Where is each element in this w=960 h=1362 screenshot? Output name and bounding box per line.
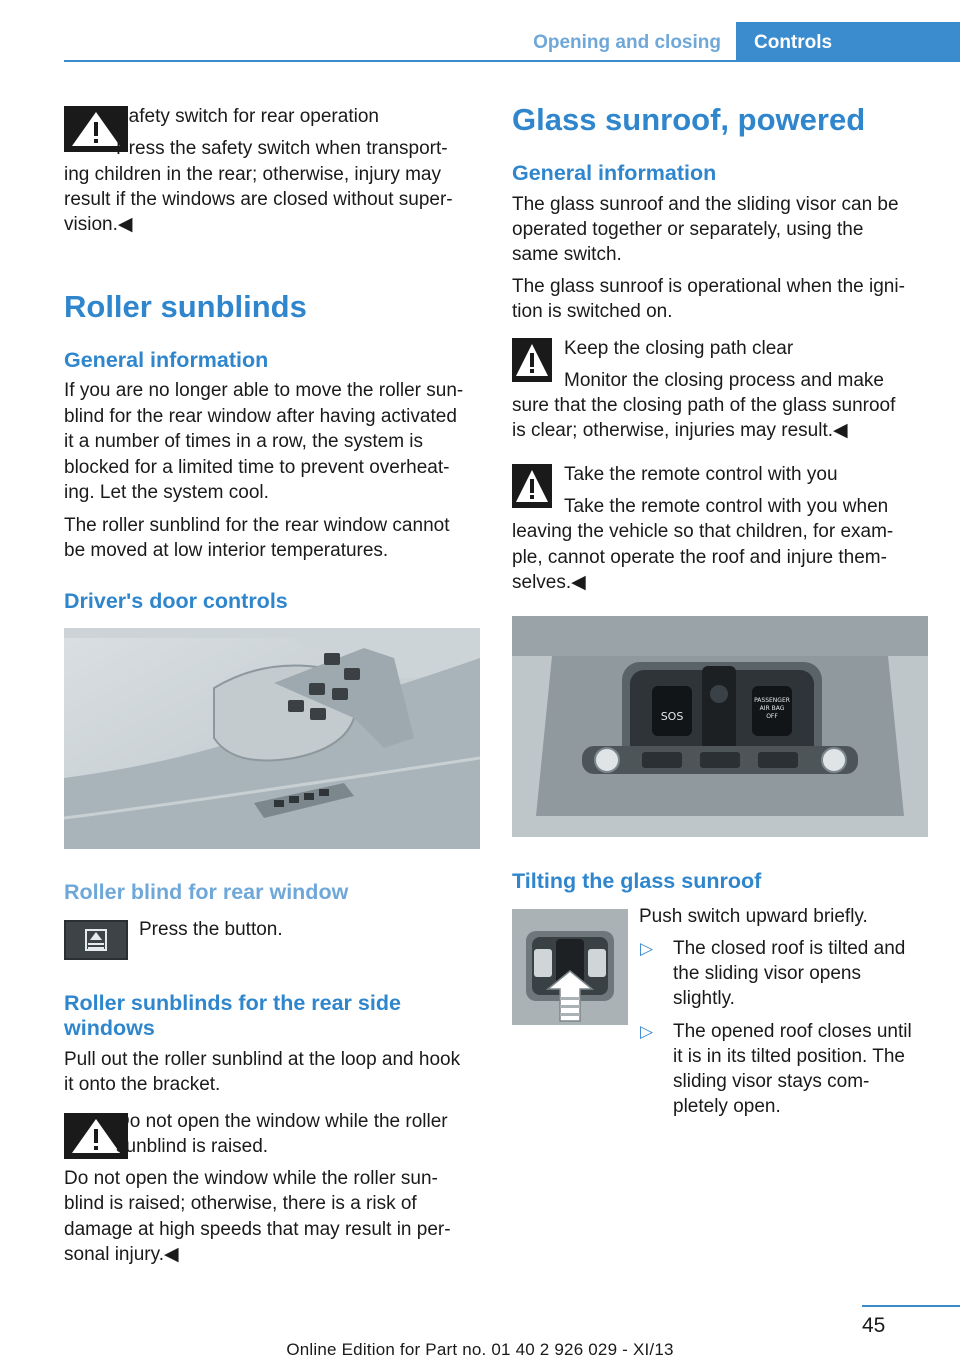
passenger-airbag-label-l1: PASSENGER [754,697,790,704]
bullet-text: pletely open. [673,1096,781,1117]
subsection-heading: General information [512,161,717,185]
door-controls-illustration [64,628,480,849]
bullet-icon: ▷ [640,939,654,958]
warning-text: result if the windows are closed without super‐ [64,189,453,210]
subsection-heading: General information [64,348,269,372]
bullet-text: the sliding visor opens [673,963,861,984]
bullet-icon: ▷ [640,1022,654,1041]
warning-title: sunblind is raised. [116,1136,269,1157]
warning-text: leaving the vehicle so that children, for exam‐ [512,521,894,542]
passenger-airbag-label-l2: AIR BAG [759,705,785,712]
paragraph-line: Pull out the roller sunblind at the loop and hook [64,1049,461,1070]
rear-blind-button-icon [64,920,128,960]
section-heading: Glass sunroof, powered [512,102,866,137]
warning-text: Take the remote control with you when [564,496,889,517]
warning-text: blind is raised; otherwise, there is a risk of [64,1193,417,1214]
subsection-heading: Driver's door controls [64,589,288,613]
warning-text: damage at high speeds that may result in per‐ [64,1219,451,1240]
paragraph-line: same switch. [512,244,622,265]
warning-text: Do not open the window while the roller sun‐ [64,1168,438,1189]
paragraph-line: If you are no longer able to move the roller sun‐ [64,380,464,401]
paragraph-line: The glass sunroof is operational when the igni‐ [512,276,905,297]
paragraph-line: The roller sunblind for the rear window cannot [64,515,450,536]
footer-rule [862,1305,960,1307]
paragraph-line: blocked for a limited time to prevent overheat‐ [64,457,450,478]
paragraph-line: it a number of times in a row, the system is [64,431,424,452]
edition-footer: Online Edition for Part no. 01 40 2 926 029 - XI/13 [286,1340,674,1359]
paragraph-line: it onto the bracket. [64,1074,221,1095]
warning-text: vision.◀ [64,214,133,235]
sos-label: SOS [660,710,684,723]
overhead-console-illustration [512,616,928,837]
warning-title: Do not open the window while the roller [116,1111,448,1132]
paragraph-line: tion is switched on. [512,301,673,322]
tilt-switch-illustration [512,909,628,1025]
warning-text: ple, cannot operate the roof and injure them‐ [512,547,887,568]
section-heading: Roller sunblinds [64,289,307,324]
paragraph-line: ing. Let the system cool. [64,482,269,503]
paragraph-line: operated together or separately, using the [512,219,864,240]
warning-text: ing children in the rear; otherwise, injury may [64,164,442,185]
warning-text: is clear; otherwise, injuries may result.◀ [512,420,848,441]
subsection-heading: Roller sunblinds for the rear side [64,991,401,1015]
header-chapter-tab: Controls [736,22,960,62]
warning-text: Press the safety switch when transport‐ [116,138,448,159]
subsection-heading: Tilting the glass sunroof [512,869,762,893]
bullet-text: slightly. [673,988,735,1009]
warning-title: Safety switch for rear operation [116,106,379,127]
page-number: 45 [862,1314,886,1337]
subsection-heading: windows [64,1016,155,1040]
bullet-text: The opened roof closes until [673,1021,912,1042]
subsection-heading: Roller blind for rear window [64,880,349,904]
paragraph-line: blind for the rear window after having activated [64,406,457,427]
warning-text: sure that the closing path of the glass sunroof [512,395,896,416]
header-rule [64,60,960,62]
warning-title: Keep the closing path clear [564,338,794,359]
bullet-text: it is in its tilted position. The [673,1046,905,1067]
instruction-text: Push switch upward briefly. [639,906,868,927]
warning-text: selves.◀ [512,572,586,593]
warning-text: Monitor the closing process and make [564,370,884,391]
bullet-text: The closed roof is tilted and [673,938,906,959]
warning-title: Take the remote control with you [564,464,838,485]
paragraph-line: be moved at low interior temperatures. [64,540,389,561]
warning-text: sonal injury.◀ [64,1244,179,1265]
instruction-text: Press the button. [139,919,283,940]
passenger-airbag-label-l3: OFF [766,713,778,720]
header-section-title: Opening and closing [533,32,721,53]
bullet-text: sliding visor stays com‐ [673,1071,870,1092]
paragraph-line: The glass sunroof and the sliding visor can be [512,194,899,215]
